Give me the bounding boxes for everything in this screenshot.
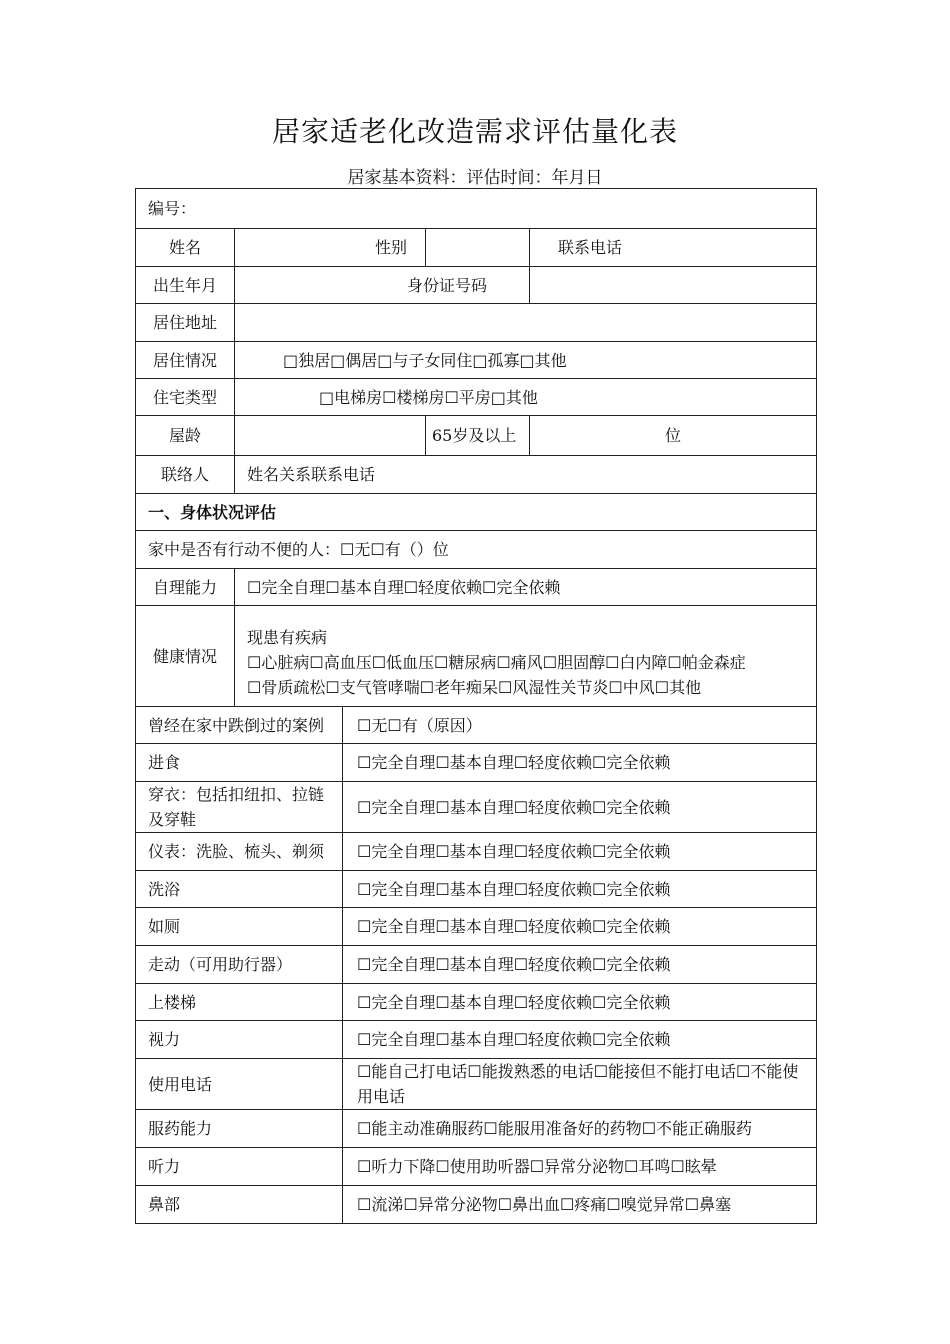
- table-row: [136, 871, 817, 908]
- assessment-table: [135, 188, 817, 707]
- row-options[interactable]: ☐完全自理☐基本自理☐轻度依赖☐完全依赖: [343, 744, 817, 782]
- row-options[interactable]: ☐完全自理☐基本自理☐轻度依赖☐完全依赖: [343, 871, 817, 908]
- row-label: 听力: [136, 1148, 343, 1186]
- contact-row: [136, 456, 817, 494]
- selfcare-options[interactable]: ☐完全自理☐基本自理☐轻度依赖☐完全依赖: [235, 569, 817, 606]
- mobility-question[interactable]: 家中是否有行动不便的人：☐无☐有（）位: [136, 531, 817, 569]
- table-row: [136, 1021, 817, 1059]
- address-label: 居住地址: [136, 304, 235, 342]
- row-label: 视力: [136, 1021, 343, 1059]
- health-row: [136, 606, 817, 707]
- birth-row: [136, 267, 817, 304]
- serial-label: 编号：: [136, 189, 817, 229]
- table-row: [136, 946, 817, 984]
- living-row: [136, 342, 817, 379]
- row-label: 洗浴: [136, 871, 343, 908]
- health-options[interactable]: [235, 606, 817, 707]
- row-options[interactable]: ☐完全自理☐基本自理☐轻度依赖☐完全依赖: [343, 782, 817, 833]
- row-label: 服药能力: [136, 1110, 343, 1148]
- table-row: [136, 1059, 817, 1110]
- birth-label: 出生年月: [136, 267, 235, 304]
- row-options[interactable]: ☐流涕☐异常分泌物☐鼻出血☐疼痛☐嗅觉异常☐鼻塞: [343, 1186, 817, 1224]
- table-row: [136, 782, 817, 833]
- id-value[interactable]: [530, 267, 817, 304]
- row-options[interactable]: ☐能自己打电话☐能拨熟悉的电话☐能接但不能打电话☐不能使用电话: [343, 1059, 817, 1110]
- row-options[interactable]: ☐完全自理☐基本自理☐轻度依赖☐完全依赖: [343, 946, 817, 984]
- mobility-row: [136, 531, 817, 569]
- table-row: [136, 833, 817, 871]
- row-options[interactable]: ☐完全自理☐基本自理☐轻度依赖☐完全依赖: [343, 908, 817, 946]
- unit-label: 位: [530, 416, 817, 456]
- gender-value[interactable]: [426, 229, 530, 267]
- row-label: 仪表：洗脸、梳头、剃须: [136, 833, 343, 871]
- row-options[interactable]: ☐听力下降☐使用助听器☐异常分泌物☐耳鸣☐眩晕: [343, 1148, 817, 1186]
- living-options[interactable]: □独居□偶居□与子女同住□孤寡□其他: [235, 342, 817, 379]
- selfcare-row: [136, 569, 817, 606]
- section1-row: [136, 494, 817, 531]
- gender-label: 性别: [235, 229, 426, 267]
- adl-table: [135, 706, 817, 1224]
- health-label: 健康情况: [136, 606, 235, 707]
- age-label: 屋龄: [136, 416, 235, 456]
- over65-label: 65岁及以上: [426, 416, 530, 456]
- house-label: 住宅类型: [136, 379, 235, 416]
- row-label: 使用电话: [136, 1059, 343, 1110]
- row-label: 进食: [136, 744, 343, 782]
- health-line-2[interactable]: ☐心脏病☐高血压☐低血压☐糖尿病☐痛风☐胆固醇☐白内障☐帕金森症: [247, 652, 746, 672]
- document-subtitle: 居家基本资料：评估时间：年月日: [347, 168, 603, 188]
- living-label: 居住情况: [136, 342, 235, 379]
- row-label: 上楼梯: [136, 984, 343, 1021]
- health-line-3[interactable]: ☐骨质疏松☐支气管哮喘☐老年痴呆☐风湿性关节炎☐中风☐其他: [247, 677, 702, 697]
- house-row: [136, 379, 817, 416]
- age-value[interactable]: [235, 416, 426, 456]
- table-row: [136, 984, 817, 1021]
- row-options[interactable]: ☐能主动准确服药☐能服用准备好的药物☐不能正确服药: [343, 1110, 817, 1148]
- table-row: [136, 908, 817, 946]
- row-options[interactable]: ☐无☐有（原因）: [343, 707, 817, 744]
- section1-heading: 一、身体状况评估: [136, 494, 817, 531]
- age-row: [136, 416, 817, 456]
- serial-row: [136, 189, 817, 229]
- contact-value[interactable]: 姓名关系联系电话: [235, 456, 817, 494]
- selfcare-label: 自理能力: [136, 569, 235, 606]
- row-label: 如厕: [136, 908, 343, 946]
- row-options[interactable]: ☐完全自理☐基本自理☐轻度依赖☐完全依赖: [343, 833, 817, 871]
- row-label: 走动（可用助行器）: [136, 946, 343, 984]
- house-options[interactable]: □电梯房☐楼梯房☐平房□其他: [235, 379, 817, 416]
- row-options[interactable]: ☐完全自理☐基本自理☐轻度依赖☐完全依赖: [343, 1021, 817, 1059]
- assessment-form: [135, 188, 816, 1224]
- address-value[interactable]: [235, 304, 817, 342]
- health-line-1: 现患有疾病: [247, 627, 328, 647]
- document-title: 居家适老化改造需求评估量化表: [271, 115, 678, 148]
- contact-phone-label: 联系电话: [530, 229, 817, 267]
- row-label: 曾经在家中跌倒过的案例: [136, 707, 343, 744]
- contact-label: 联络人: [136, 456, 235, 494]
- row-label: 穿衣：包括扣纽扣、拉链及穿鞋: [136, 782, 343, 833]
- table-row: [136, 744, 817, 782]
- row-label: 鼻部: [136, 1186, 343, 1224]
- table-row: [136, 707, 817, 744]
- table-row: [136, 1110, 817, 1148]
- row-options[interactable]: ☐完全自理☐基本自理☐轻度依赖☐完全依赖: [343, 984, 817, 1021]
- name-row: [136, 229, 817, 267]
- adl-rows: [136, 707, 817, 1224]
- id-label: 身份证号码: [235, 267, 530, 304]
- name-label: 姓名: [136, 229, 235, 267]
- table-row: [136, 1186, 817, 1224]
- address-row: [136, 304, 817, 342]
- table-row: [136, 1148, 817, 1186]
